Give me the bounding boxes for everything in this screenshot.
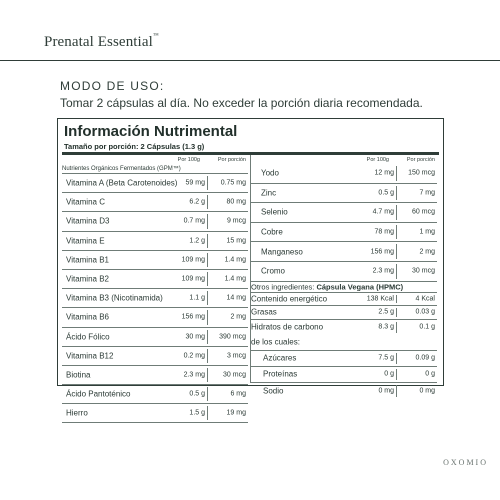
nutrient-label: Cromo <box>261 266 286 276</box>
nutrient-label: Vitamina B2 <box>66 274 109 284</box>
footer-brand-logo: OXOMIO <box>443 458 488 467</box>
carbs-serving: 0.1 g <box>419 323 435 331</box>
right-column <box>251 155 437 399</box>
section-label: Nutrientes Orgánicos Fermentados (GPM™) <box>62 165 181 172</box>
carbs-label: Hidratos de carbono <box>251 322 324 332</box>
ingredients-row <box>251 282 437 293</box>
nutrient-row <box>62 404 248 423</box>
nutrient-row <box>62 174 248 193</box>
nutrient-per100: 1.2 g <box>189 237 205 245</box>
usage-text: Tomar 2 cápsulas al día. No exceder la porción diaria recomendada. <box>60 96 423 110</box>
nutrient-row <box>62 251 248 270</box>
nutrient-per100: 0 g <box>384 370 394 378</box>
left-column <box>62 155 248 423</box>
serving-size: Tamaño por porción: 2 Cápsulas (1.3 g) <box>64 142 205 151</box>
nutrient-serving: 15 mg <box>226 237 246 245</box>
nutrient-serving: 3 mcg <box>226 352 246 360</box>
nutrient-label: Vitamina E <box>66 236 105 246</box>
nutrient-serving: 80 mg <box>226 198 246 206</box>
of-which-row <box>251 335 437 351</box>
nutrient-row <box>251 184 437 204</box>
nutrient-serving: 60 mcg <box>412 208 435 216</box>
nutrient-label: Ácido Pantoténico <box>66 389 131 399</box>
nutrient-per100: 1.1 g <box>189 294 205 302</box>
nutrient-label: Zinc <box>261 188 277 198</box>
nutrient-row <box>62 347 248 366</box>
nutrient-row <box>62 366 248 385</box>
section-label-row <box>62 164 248 174</box>
nutrient-serving: 7 mg <box>419 189 435 197</box>
nutrient-per100: 12 mg <box>374 169 394 177</box>
usage-title: MODO DE USO: <box>60 79 165 93</box>
nutrient-per100: 1.5 g <box>189 409 205 417</box>
nutrient-per100: 30 mg <box>185 333 205 341</box>
usage-section <box>60 79 460 110</box>
nutrient-label: Vitamina A (Beta Carotenoides) <box>66 178 178 188</box>
nutrient-per100: 109 mg <box>181 256 205 264</box>
nutrient-per100: 156 mg <box>181 313 205 321</box>
nutrient-per100: 156 mg <box>370 248 394 256</box>
nutrient-label: Proteínas <box>263 369 298 379</box>
nutrient-row <box>251 367 437 383</box>
nutrient-label: Biotina <box>66 370 91 380</box>
nutrient-serving: 2 mg <box>419 248 435 256</box>
nutrient-serving: 1 mg <box>419 228 435 236</box>
nutrient-serving: 0 mg <box>419 387 435 395</box>
nutrient-label: Manganeso <box>261 247 303 257</box>
energy-per100: 138 Kcal <box>366 295 394 303</box>
energy-row <box>251 293 437 307</box>
nutrient-serving: 30 mcg <box>412 267 435 275</box>
fat-serving: 0.03 g <box>415 308 435 316</box>
nutrient-label: Hierro <box>66 408 88 418</box>
nutrient-per100: 2.3 mg <box>183 371 205 379</box>
nutrient-label: Sodio <box>263 386 284 396</box>
nutrient-serving: 0.09 g <box>415 354 435 362</box>
nutrient-serving: 1.4 mg <box>224 256 246 264</box>
nutrition-panel <box>57 118 444 418</box>
fat-per100: 2.5 g <box>378 308 394 316</box>
nutrient-row <box>251 383 437 399</box>
nutrient-row <box>251 164 437 184</box>
nutrient-label: Yodo <box>261 168 279 178</box>
col-perserving-label: Por porción <box>406 157 435 163</box>
nutrient-row <box>62 193 248 212</box>
col-perserving-label: Por porción <box>217 157 246 163</box>
nutrient-serving: 390 mcg <box>219 333 246 341</box>
nutrient-serving: 1.4 mg <box>224 275 246 283</box>
of-which-label: de los cuales: <box>251 337 300 347</box>
left-column-header <box>62 155 248 164</box>
nutrient-serving: 150 mcg <box>408 169 435 177</box>
nutrient-serving: 0 g <box>425 370 435 378</box>
nutrient-row <box>62 232 248 251</box>
carbs-per100: 8.3 g <box>378 323 394 331</box>
nutrient-serving: 30 mcg <box>223 371 246 379</box>
nutrient-per100: 0 mg <box>378 387 394 395</box>
right-column-header <box>251 155 437 164</box>
nutrient-row <box>251 351 437 367</box>
header-divider <box>0 60 500 61</box>
nutrient-row <box>62 289 248 308</box>
nutrient-row <box>251 262 437 282</box>
col-per100-label: Por 100g <box>177 157 200 163</box>
nutrient-row <box>62 270 248 289</box>
nutrient-row <box>62 308 248 327</box>
nutrient-serving: 0.75 mg <box>220 179 246 187</box>
col-per100-label: Por 100g <box>366 157 389 163</box>
brand-title: Prenatal Essential™ <box>44 33 159 50</box>
nutrient-per100: 2.3 mg <box>372 267 394 275</box>
nutrient-per100: 109 mg <box>181 275 205 283</box>
nutrient-serving: 14 mg <box>226 294 246 302</box>
nutrient-serving: 19 mg <box>226 409 246 417</box>
nutrient-per100: 0.7 mg <box>183 217 205 225</box>
energy-label: Contenido energético <box>251 294 328 304</box>
nutrient-label: Vitamina C <box>66 197 105 207</box>
nutrient-per100: 4.7 mg <box>372 208 394 216</box>
panel-title: Información Nutrimental <box>64 123 238 140</box>
nutrient-label: Cobre <box>261 227 283 237</box>
nutrient-row <box>251 223 437 243</box>
energy-serving: 4 Kcal <box>415 295 435 303</box>
nutrient-label: Vitamina B12 <box>66 351 114 361</box>
nutrient-serving: 6 mg <box>230 390 246 398</box>
nutrient-row <box>62 385 248 404</box>
carbs-row <box>251 320 437 335</box>
nutrient-serving: 9 mcg <box>226 217 246 225</box>
nutrient-per100: 0.5 g <box>378 189 394 197</box>
nutrient-row <box>251 203 437 223</box>
nutrient-serving: 2 mg <box>230 313 246 321</box>
nutrient-label: Vitamina B1 <box>66 255 109 265</box>
ingredients-value: Cápsula Vegana (HPMC) <box>316 282 404 292</box>
nutrient-row <box>62 212 248 231</box>
nutrient-per100: 0.2 mg <box>183 352 205 360</box>
nutrient-label: Ácido Fólico <box>66 332 110 342</box>
nutrient-per100: 78 mg <box>374 228 394 236</box>
nutrient-label: Vitamina D3 <box>66 216 110 226</box>
nutrient-row <box>251 242 437 262</box>
nutrient-per100: 59 mg <box>185 179 205 187</box>
nutrient-label: Vitamina B6 <box>66 312 109 322</box>
nutrient-label: Selenio <box>261 207 288 217</box>
nutrient-per100: 0.5 g <box>189 390 205 398</box>
nutrient-per100: 7.5 g <box>378 354 394 362</box>
fat-label: Grasas <box>251 307 277 317</box>
nutrient-per100: 6.2 g <box>189 198 205 206</box>
nutrient-label: Vitamina B3 (Nicotinamida) <box>66 293 163 303</box>
nutrient-label: Azúcares <box>263 353 297 363</box>
ingredients-label: Otros ingredientes: <box>251 282 315 292</box>
nutrient-row <box>62 328 248 347</box>
fat-row <box>251 306 437 320</box>
